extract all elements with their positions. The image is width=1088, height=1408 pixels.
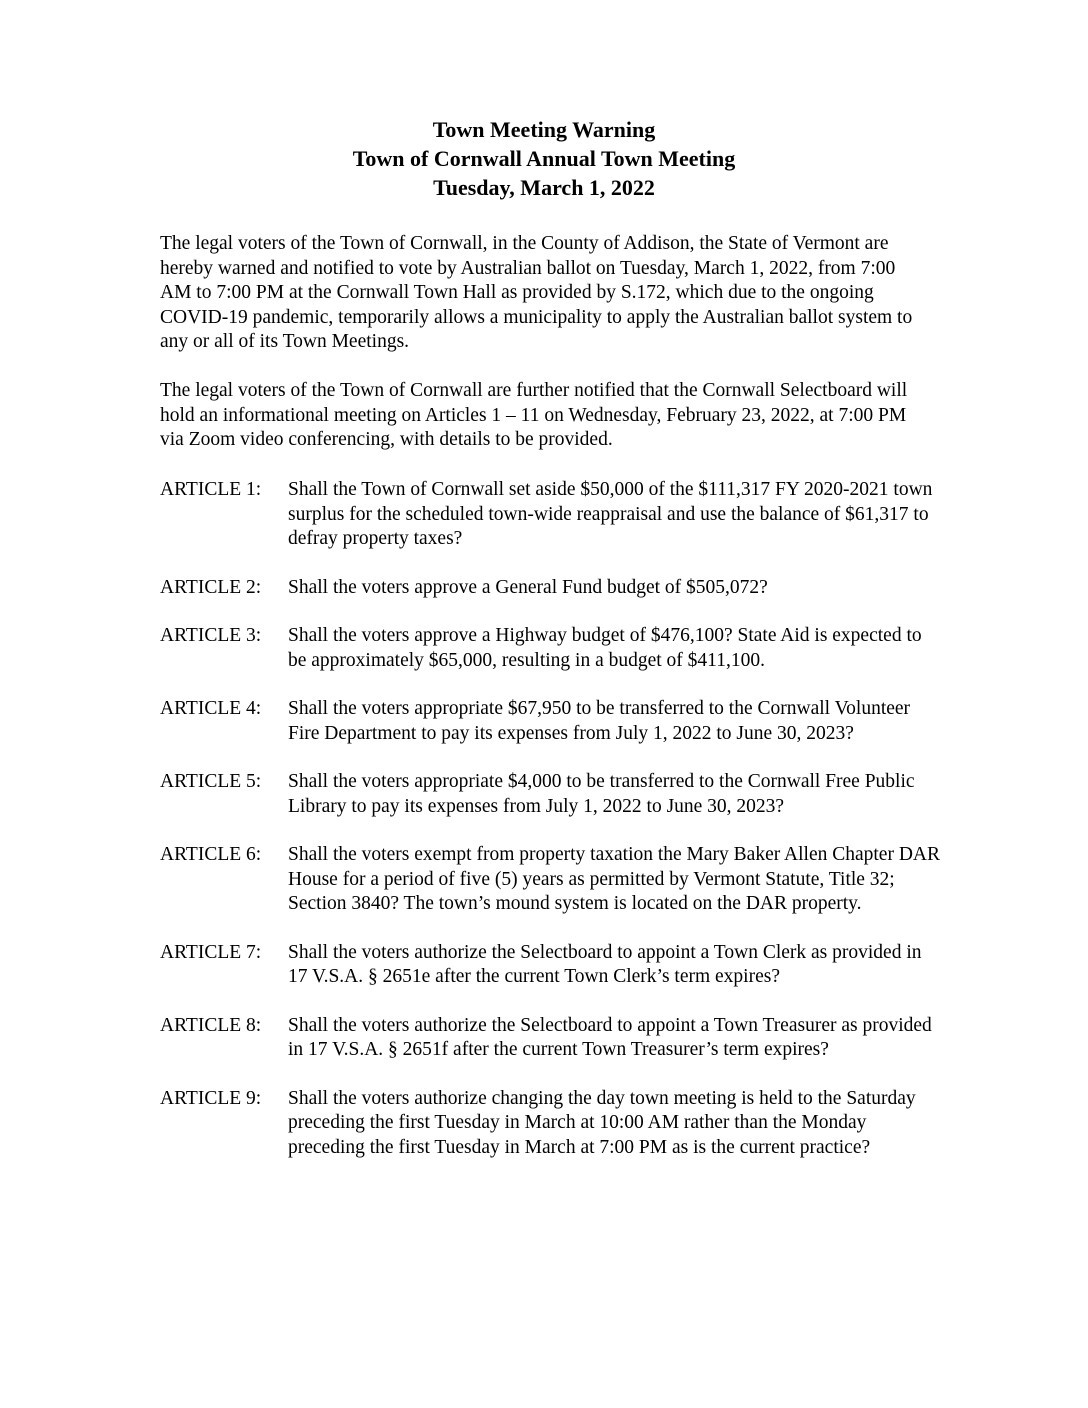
article-4: [160, 697, 940, 746]
article-text: Shall the voters appropriate $67,950 to be transferred to the Cornwall Volunteer Fire Department to pay its expenses from July 1, 2022 to June 30, 2023?: [288, 698, 911, 744]
article-text: Shall the voters authorize the Selectboard to appoint a Town Treasurer as provided in 17 V.S.A. § 2651f after the current Town Treasurer’s term expires?: [288, 1014, 932, 1060]
article-label: ARTICLE 3:: [160, 625, 262, 646]
document-title: [0, 115, 1088, 202]
article-label: ARTICLE 9:: [160, 1087, 262, 1109]
article-label: ARTICLE 2:: [160, 576, 262, 598]
title-line-2: Town of Cornwall Annual Town Meeting: [352, 146, 736, 171]
article-label: ARTICLE 5:: [160, 771, 262, 792]
title-line-3: Tuesday, March 1, 2022: [433, 175, 655, 200]
article-text: Shall the voters authorize the Selectboard to appoint a Town Clerk as provided in 17 V.S.A. § 2651e after the current Town Clerk’s term expires?: [288, 941, 922, 987]
article-label: ARTICLE 4:: [160, 698, 262, 719]
article-label: ARTICLE 8:: [160, 1014, 262, 1036]
intro-paragraph-2: The legal voters of the Town of Cornwall are further notified that the Cornwall Selectboard will hold an informational meeting on Articles 1 – 11 on Wednesday, February 23, 2022, at 7:00 PM via Zoom video conferencing, with details to be provided.: [160, 380, 908, 450]
article-label: ARTICLE 6:: [160, 844, 262, 865]
article-text: Shall the voters authorize changing the day town meeting is held to the Saturday preceding the first Tuesday in March at 10:00 AM rather than the Monday preceding the first Tuesday in March at 7:00 PM as is the current practice?: [288, 1087, 916, 1158]
article-3: [160, 624, 940, 673]
article-text: Shall the voters approve a Highway budget of $476,100? State Aid is expected to be approximately $65,000, resulting in a budget of $411,100.: [288, 625, 922, 671]
intro-paragraph-1: The legal voters of the Town of Cornwall, in the County of Addison, the State of Vermont are hereby warned and notified to vote by Australian ballot on Tuesday, March 1, 2022, from 7:00 AM to 7:00 PM at the Cornwall Town Hall as provided by S.172, which due to the ongoing COVID-19 pandemic, temporarily allows a municipality to apply the Australian ballot system to any or all of its Town Meetings.: [160, 233, 913, 352]
article-7: [160, 941, 940, 990]
article-text: Shall the voters appropriate $4,000 to be transferred to the Cornwall Free Public Library to pay its expenses from July 1, 2022 to June 30, 2023?: [288, 771, 915, 817]
article-8: [160, 1014, 940, 1063]
article-label: ARTICLE 1:: [160, 479, 262, 500]
article-text: Shall the voters approve a General Fund budget of $505,072?: [288, 576, 768, 598]
article-9: [160, 1087, 940, 1161]
article-text: Shall the voters exempt from property taxation the Mary Baker Allen Chapter DAR House for a period of five (5) years as permitted by Vermont Statute, Title 32; Section 3840? The town’s mound system is located on the DAR property.: [288, 844, 941, 914]
articles-list: [160, 478, 940, 1184]
article-label: ARTICLE 7:: [160, 941, 262, 963]
title-line-1: Town Meeting Warning: [432, 117, 656, 142]
article-text: Shall the Town of Cornwall set aside $50,000 of the $111,317 FY 2020-2021 town surplus for the scheduled town-wide reappraisal and use the balance of $61,317 to defray property taxes?: [288, 479, 933, 549]
article-2: [160, 576, 940, 601]
article-5: [160, 770, 940, 819]
article-1: [160, 478, 940, 552]
article-6: [160, 843, 940, 917]
